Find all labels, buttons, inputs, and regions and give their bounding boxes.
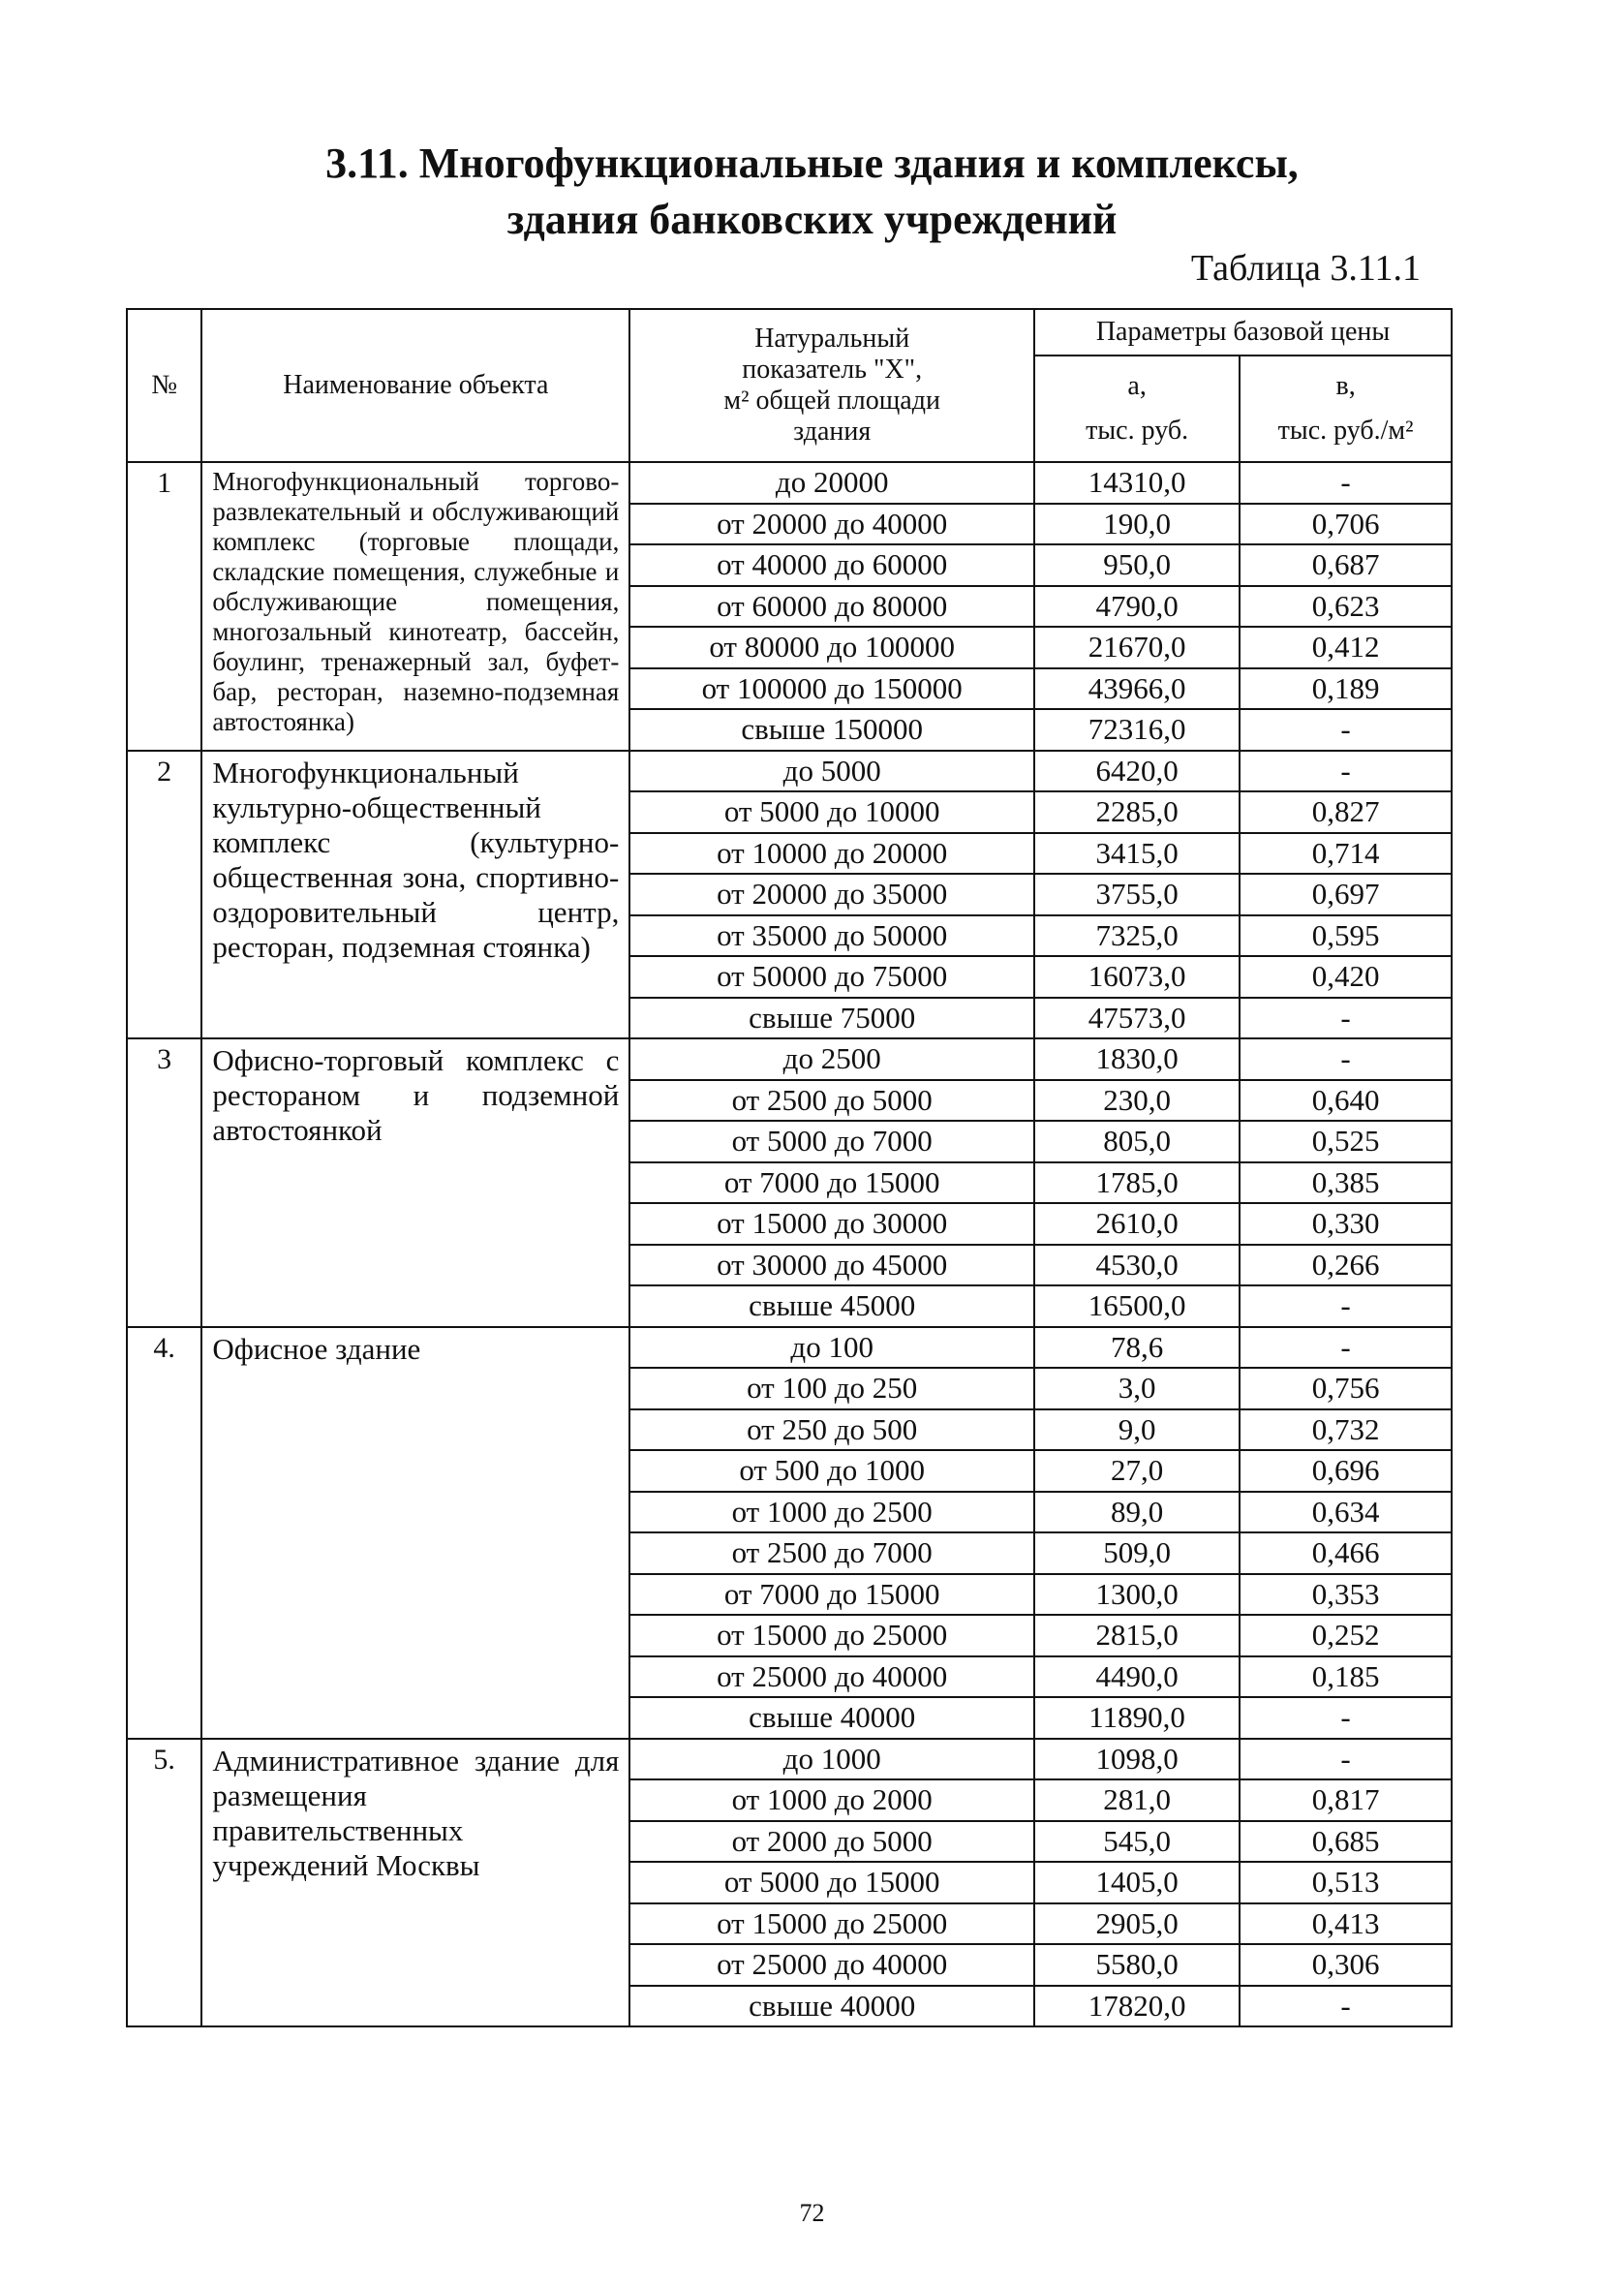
indicator-range: от 1000 до 2500 (629, 1492, 1034, 1533)
param-b: 0,330 (1240, 1203, 1452, 1245)
indicator-range: свыше 150000 (629, 709, 1034, 751)
param-a: 1405,0 (1034, 1862, 1240, 1903)
header-b-line-1: в, (1335, 371, 1356, 401)
param-a: 5580,0 (1034, 1944, 1240, 1986)
row-number: 1 (127, 462, 201, 751)
param-b: - (1240, 1327, 1452, 1369)
param-a: 14310,0 (1034, 462, 1240, 504)
param-a: 47573,0 (1034, 998, 1240, 1039)
indicator-range: от 15000 до 25000 (629, 1903, 1034, 1945)
param-b: 0,413 (1240, 1903, 1452, 1945)
param-a: 11890,0 (1034, 1697, 1240, 1739)
param-b: 0,513 (1240, 1862, 1452, 1903)
param-a: 2285,0 (1034, 791, 1240, 833)
indicator-range: от 15000 до 25000 (629, 1615, 1034, 1656)
indicator-range: от 15000 до 30000 (629, 1203, 1034, 1245)
indicator-range: от 500 до 1000 (629, 1450, 1034, 1492)
indicator-range: от 250 до 500 (629, 1409, 1034, 1451)
header-x-line-2: показатель "Х", (742, 355, 923, 385)
table-label: Таблица 3.11.1 (1190, 248, 1421, 289)
indicator-range: от 1000 до 2000 (629, 1779, 1034, 1821)
indicator-range: от 50000 до 75000 (629, 956, 1034, 998)
param-a: 89,0 (1034, 1492, 1240, 1533)
indicator-range: свыше 40000 (629, 1697, 1034, 1739)
param-b: 0,525 (1240, 1121, 1452, 1162)
row-number: 5. (127, 1739, 201, 2027)
title-line-2: здания банковских учреждений (506, 196, 1118, 243)
header-x-line-3: м² общей площади (723, 386, 940, 416)
param-b: 0,640 (1240, 1080, 1452, 1122)
param-a: 281,0 (1034, 1779, 1240, 1821)
table-row (127, 462, 1452, 504)
object-name: Офисно-торговый комплекс с рестораном и подземной автостоянкой (201, 1038, 629, 1327)
row-number: 2 (127, 751, 201, 1039)
param-b: 0,189 (1240, 668, 1452, 710)
indicator-range: от 5000 до 15000 (629, 1862, 1034, 1903)
indicator-range: от 10000 до 20000 (629, 833, 1034, 875)
param-a: 1830,0 (1034, 1038, 1240, 1080)
indicator-range: от 5000 до 10000 (629, 791, 1034, 833)
param-a: 78,6 (1034, 1327, 1240, 1369)
param-a: 190,0 (1034, 504, 1240, 545)
table-row (127, 1038, 1452, 1080)
param-a: 7325,0 (1034, 915, 1240, 957)
object-name: Многофункциональный торгово-развлекательный и обслуживающий комплекс (торговые площади, складские помещения, служебные и обслуживающие помещения, многозальный кинотеатр, бассейн, боулинг, тренажерный зал, буфет-бар, ресторан, наземно-подземная автостоянка) (201, 462, 629, 751)
indicator-range: от 5000 до 7000 (629, 1121, 1034, 1162)
indicator-range: от 2000 до 5000 (629, 1821, 1034, 1863)
indicator-range: от 7000 до 15000 (629, 1574, 1034, 1616)
param-a: 6420,0 (1034, 751, 1240, 792)
indicator-range: от 25000 до 40000 (629, 1944, 1034, 1986)
table-row (127, 751, 1452, 792)
header-params: Параметры базовой цены (1034, 309, 1452, 356)
param-b: 0,685 (1240, 1821, 1452, 1863)
indicator-range: свыше 40000 (629, 1986, 1034, 2027)
param-b: 0,412 (1240, 627, 1452, 668)
header-no: № (127, 309, 201, 462)
param-a: 4790,0 (1034, 586, 1240, 628)
param-a: 27,0 (1034, 1450, 1240, 1492)
header-x-line-1: Натуральный (754, 324, 910, 354)
indicator-range: до 5000 (629, 751, 1034, 792)
indicator-range: до 100 (629, 1327, 1034, 1369)
indicator-range: свыше 75000 (629, 998, 1034, 1039)
table-body (127, 462, 1452, 2026)
indicator-range: от 40000 до 60000 (629, 544, 1034, 586)
price-table (126, 308, 1453, 2027)
object-name: Административное здание для размещения правительственных учреждений Москвы (201, 1739, 629, 2027)
header-x (629, 309, 1034, 462)
param-b: 0,697 (1240, 874, 1452, 915)
page-number: 72 (799, 2199, 825, 2227)
param-b: 0,756 (1240, 1368, 1452, 1409)
indicator-range: от 20000 до 40000 (629, 504, 1034, 545)
param-a: 17820,0 (1034, 1986, 1240, 2027)
param-a: 16500,0 (1034, 1285, 1240, 1327)
header-x-line-4: здания (793, 417, 872, 447)
param-b: - (1240, 1986, 1452, 2027)
param-b: 0,185 (1240, 1656, 1452, 1698)
param-a: 43966,0 (1034, 668, 1240, 710)
param-a: 509,0 (1034, 1532, 1240, 1574)
param-b: 0,732 (1240, 1409, 1452, 1451)
indicator-range: от 30000 до 45000 (629, 1245, 1034, 1286)
indicator-range: от 35000 до 50000 (629, 915, 1034, 957)
header-b-line-2: тыс. руб./м² (1277, 416, 1414, 446)
param-b: - (1240, 998, 1452, 1039)
param-b: 0,420 (1240, 956, 1452, 998)
param-b: 0,306 (1240, 1944, 1452, 1986)
param-b: 0,706 (1240, 504, 1452, 545)
param-a: 9,0 (1034, 1409, 1240, 1451)
param-b: 0,687 (1240, 544, 1452, 586)
param-a: 3755,0 (1034, 874, 1240, 915)
indicator-range: свыше 45000 (629, 1285, 1034, 1327)
object-name: Многофункциональный культурно-общественный комплекс (культурно-общественная зона, спортивно-оздоровительный центр, ресторан, подземная стоянка) (201, 751, 629, 1039)
header-b (1240, 356, 1452, 462)
param-b: - (1240, 709, 1452, 751)
param-a: 950,0 (1034, 544, 1240, 586)
param-b: 0,696 (1240, 1450, 1452, 1492)
param-a: 21670,0 (1034, 627, 1240, 668)
table-row (127, 1327, 1452, 1369)
row-number: 3 (127, 1038, 201, 1327)
indicator-range: до 1000 (629, 1739, 1034, 1780)
param-b: 0,714 (1240, 833, 1452, 875)
param-b: 0,252 (1240, 1615, 1452, 1656)
object-name: Офисное здание (201, 1327, 629, 1739)
page-title (0, 136, 1624, 248)
header-a-line-2: тыс. руб. (1086, 416, 1189, 446)
param-a: 4490,0 (1034, 1656, 1240, 1698)
param-b: 0,623 (1240, 586, 1452, 628)
param-a: 2815,0 (1034, 1615, 1240, 1656)
param-b: - (1240, 751, 1452, 792)
title-line-1: 3.11. Многофункциональные здания и комплексы, (325, 139, 1299, 187)
param-b: 0,595 (1240, 915, 1452, 957)
param-b: 0,353 (1240, 1574, 1452, 1616)
indicator-range: от 60000 до 80000 (629, 586, 1034, 628)
param-a: 4530,0 (1034, 1245, 1240, 1286)
param-a: 2905,0 (1034, 1903, 1240, 1945)
indicator-range: от 20000 до 35000 (629, 874, 1034, 915)
param-a: 1098,0 (1034, 1739, 1240, 1780)
param-b: 0,266 (1240, 1245, 1452, 1286)
param-b: 0,634 (1240, 1492, 1452, 1533)
param-a: 16073,0 (1034, 956, 1240, 998)
param-a: 3415,0 (1034, 833, 1240, 875)
param-b: 0,466 (1240, 1532, 1452, 1574)
param-a: 3,0 (1034, 1368, 1240, 1409)
param-b: - (1240, 1697, 1452, 1739)
param-b: - (1240, 1285, 1452, 1327)
header-a-line-1: а, (1127, 371, 1147, 401)
param-b: 0,385 (1240, 1162, 1452, 1204)
header-a (1034, 356, 1240, 462)
param-a: 72316,0 (1034, 709, 1240, 751)
table-header-row (127, 309, 1452, 356)
indicator-range: от 2500 до 7000 (629, 1532, 1034, 1574)
indicator-range: до 20000 (629, 462, 1034, 504)
param-b: - (1240, 1739, 1452, 1780)
param-a: 2610,0 (1034, 1203, 1240, 1245)
param-a: 545,0 (1034, 1821, 1240, 1863)
indicator-range: от 80000 до 100000 (629, 627, 1034, 668)
indicator-range: от 100 до 250 (629, 1368, 1034, 1409)
param-b: 0,817 (1240, 1779, 1452, 1821)
param-a: 1300,0 (1034, 1574, 1240, 1616)
table-row (127, 1739, 1452, 1780)
indicator-range: до 2500 (629, 1038, 1034, 1080)
param-a: 1785,0 (1034, 1162, 1240, 1204)
indicator-range: от 25000 до 40000 (629, 1656, 1034, 1698)
indicator-range: от 2500 до 5000 (629, 1080, 1034, 1122)
indicator-range: от 7000 до 15000 (629, 1162, 1034, 1204)
param-b: - (1240, 1038, 1452, 1080)
param-a: 805,0 (1034, 1121, 1240, 1162)
indicator-range: от 100000 до 150000 (629, 668, 1034, 710)
param-b: 0,827 (1240, 791, 1452, 833)
param-a: 230,0 (1034, 1080, 1240, 1122)
header-name: Наименование объекта (201, 309, 629, 462)
param-b: - (1240, 462, 1452, 504)
row-number: 4. (127, 1327, 201, 1739)
